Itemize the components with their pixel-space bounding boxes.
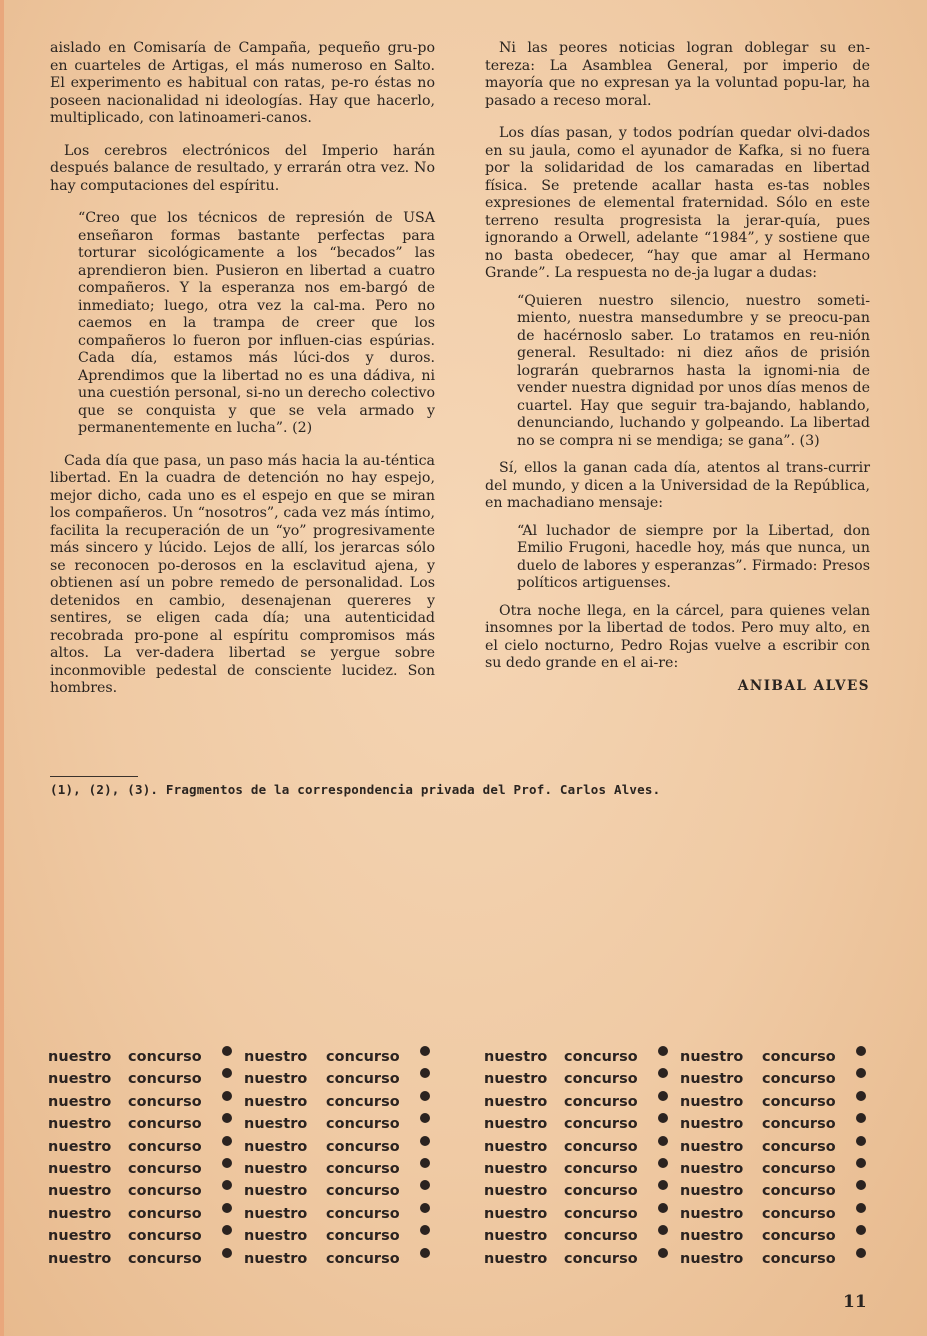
contest-word-concurso: concurso <box>326 1250 400 1267</box>
contest-word-concurso: concurso <box>564 1093 638 1110</box>
bullet-dot-icon <box>856 1203 866 1213</box>
bullet-dot-icon <box>420 1225 430 1235</box>
paragraph-right-2: Los días pasan, y todos podrían quedar olvi-dados en su jaula, como el ayunador de Kafka, si no fuera por la solidaridad de los camaradas en libertad física. Se pretende acallar hasta es-tas nobles expresiones de elemental fraternidad. Sólo en este terreno resulta progresista la jerar-quía, pues ignorando a Orwell, adelante “1984”, y sostiene que no basta obedecer, “hay que amar al Hermano Grande”. La respuesta no de-ja lugar a dudas: <box>485 125 870 281</box>
contest-word-concurso: concurso <box>326 1183 400 1200</box>
bullet-dot-icon <box>658 1180 668 1190</box>
quote-right-1: “Quieren nuestro silencio, nuestro someti-miento, nuestra mansedumbre y se preocu-pan de hacérnoslo saber. Lo tratamos en reu-nión general. Resultado: ni diez años de prisión lograrán quebrarnos hasta la ignomi-nia de vender nuestra dignidad por unos días menos de cuartel. Hay que seguir tra-bajando, hablando, denunciando, luchando y golpeando. La libertad no se compra ni se mendiga; se gana”. (3) <box>517 292 870 449</box>
contest-word-nuestro: nuestro <box>680 1250 744 1267</box>
bullet-dot-icon <box>856 1180 866 1190</box>
bullet-dot-icon <box>658 1046 668 1056</box>
contest-word-nuestro: nuestro <box>484 1071 548 1088</box>
contest-word-concurso: concurso <box>762 1116 836 1133</box>
contest-word-nuestro: nuestro <box>48 1183 112 1200</box>
contest-word-concurso: concurso <box>326 1049 400 1065</box>
contest-ad-row <box>48 1225 448 1247</box>
paragraph-right-4: Otra noche llega, en la cárcel, para quienes velan insomnes por la libertad de todos. Pero muy alto, en el cielo nocturno, Pedro Rojas vuelve a escribir con su dedo grande en el ai-re: <box>485 602 870 671</box>
contest-ad-row <box>48 1203 448 1225</box>
contest-word-nuestro: nuestro <box>680 1228 744 1245</box>
contest-ad-row <box>484 1113 884 1135</box>
article-left-column <box>50 40 435 698</box>
bullet-dot-icon <box>658 1248 668 1258</box>
bullet-dot-icon <box>856 1158 866 1168</box>
bullet-dot-icon <box>420 1136 430 1146</box>
contest-word-nuestro: nuestro <box>680 1116 744 1133</box>
contest-ad-row <box>484 1180 884 1202</box>
contest-ad-row <box>48 1248 448 1270</box>
contest-word-nuestro: nuestro <box>244 1116 308 1133</box>
contest-word-concurso: concurso <box>564 1071 638 1088</box>
bullet-dot-icon <box>222 1248 232 1258</box>
contest-ad-row <box>484 1225 884 1247</box>
paragraph-right-3: Sí, ellos la ganan cada día, atentos al trans-currir del mundo, y dicen a la Universidad de la República, en machadiano mensaje: <box>485 460 870 511</box>
contest-word-nuestro: nuestro <box>48 1250 112 1267</box>
contest-word-nuestro: nuestro <box>680 1093 744 1110</box>
contest-word-concurso: concurso <box>326 1071 400 1088</box>
contest-word-nuestro: nuestro <box>484 1116 548 1133</box>
contest-word-nuestro: nuestro <box>680 1071 744 1088</box>
bullet-dot-icon <box>222 1113 232 1123</box>
page-edge <box>0 0 4 1336</box>
bullet-dot-icon <box>420 1091 430 1101</box>
contest-word-concurso: concurso <box>326 1093 400 1110</box>
contest-ad-row <box>48 1136 448 1158</box>
quote-right-2: “Al luchador de siempre por la Libertad, don Emilio Frugoni, hacedle hoy, más que nunca, un duelo de labores y esperanzas”. Firmado: Presos políticos artiguenses. <box>517 522 870 591</box>
contest-ad-row <box>48 1091 448 1113</box>
bullet-dot-icon <box>658 1113 668 1123</box>
contest-word-concurso: concurso <box>326 1116 400 1133</box>
bullet-dot-icon <box>222 1046 232 1056</box>
contest-word-concurso: concurso <box>564 1116 638 1133</box>
contest-word-nuestro: nuestro <box>680 1138 744 1155</box>
contest-word-nuestro: nuestro <box>48 1228 112 1245</box>
bullet-dot-icon <box>658 1068 668 1078</box>
bullet-dot-icon <box>658 1225 668 1235</box>
bullet-dot-icon <box>658 1136 668 1146</box>
paragraph-left-2: Los cerebros electrónicos del Imperio harán después balance de resultado, y errarán otra vez. No hay computaciones del espíritu. <box>50 142 435 194</box>
contest-word-concurso: concurso <box>128 1183 202 1200</box>
contest-ad-row <box>484 1091 884 1113</box>
bullet-dot-icon <box>222 1136 232 1146</box>
contest-word-concurso: concurso <box>564 1228 638 1245</box>
paragraph-left-1: aislado en Comisaría de Campaña, pequeño gru-po en cuarteles de Artigas, el más numeroso en Salto. El experimento es habitual con ratas, pe-ro éstas no poseen nacionalidad ni ideologías. Hay que hacerlo, multiplicado, con latinoameri-canos. <box>50 40 435 126</box>
bullet-dot-icon <box>420 1113 430 1123</box>
contest-word-concurso: concurso <box>564 1250 638 1267</box>
contest-word-concurso: concurso <box>128 1205 202 1222</box>
contest-word-nuestro: nuestro <box>484 1049 548 1065</box>
bullet-dot-icon <box>658 1158 668 1168</box>
contest-word-nuestro: nuestro <box>48 1093 112 1110</box>
contest-word-nuestro: nuestro <box>680 1160 744 1177</box>
bullet-dot-icon <box>856 1225 866 1235</box>
bullet-dot-icon <box>658 1203 668 1213</box>
contest-word-nuestro: nuestro <box>244 1160 308 1177</box>
bullet-dot-icon <box>420 1068 430 1078</box>
contest-word-concurso: concurso <box>128 1116 202 1133</box>
contest-word-concurso: concurso <box>128 1160 202 1177</box>
contest-ad-row <box>484 1203 884 1225</box>
contest-word-nuestro: nuestro <box>484 1160 548 1177</box>
contest-ad-row <box>484 1068 884 1090</box>
contest-word-nuestro: nuestro <box>244 1093 308 1110</box>
contest-word-concurso: concurso <box>564 1205 638 1222</box>
contest-ad-row <box>48 1113 448 1135</box>
contest-word-nuestro: nuestro <box>484 1183 548 1200</box>
contest-word-nuestro: nuestro <box>48 1138 112 1155</box>
contest-ad-left <box>48 1046 448 1270</box>
bullet-dot-icon <box>420 1203 430 1213</box>
contest-word-nuestro: nuestro <box>244 1183 308 1200</box>
contest-word-concurso: concurso <box>762 1160 836 1177</box>
contest-word-concurso: concurso <box>762 1138 836 1155</box>
bullet-dot-icon <box>222 1091 232 1101</box>
contest-word-nuestro: nuestro <box>48 1071 112 1088</box>
bullet-dot-icon <box>856 1068 866 1078</box>
contest-word-nuestro: nuestro <box>244 1228 308 1245</box>
contest-word-concurso: concurso <box>564 1049 638 1065</box>
bullet-dot-icon <box>222 1068 232 1078</box>
contest-ad-row <box>484 1046 884 1068</box>
author-signature: ANIBAL ALVES <box>737 677 870 694</box>
contest-word-concurso: concurso <box>762 1049 836 1065</box>
contest-ad-row <box>48 1046 448 1068</box>
contest-word-concurso: concurso <box>128 1071 202 1088</box>
contest-word-concurso: concurso <box>326 1160 400 1177</box>
bullet-dot-icon <box>856 1136 866 1146</box>
contest-ad-row <box>48 1158 448 1180</box>
footnote: (1), (2), (3). Fragmentos de la correspondencia privada del Prof. Carlos Alves. <box>50 782 661 797</box>
contest-word-nuestro: nuestro <box>680 1049 744 1065</box>
bullet-dot-icon <box>856 1113 866 1123</box>
contest-ad-row <box>48 1180 448 1202</box>
contest-ad-row <box>48 1068 448 1090</box>
contest-word-concurso: concurso <box>762 1228 836 1245</box>
contest-word-nuestro: nuestro <box>484 1250 548 1267</box>
contest-word-concurso: concurso <box>128 1228 202 1245</box>
paragraph-right-1: Ni las peores noticias logran doblegar su en-tereza: La Asamblea General, por imperio de mayoría que no expresan ya la voluntad popu-lar, ha pasado a receso moral. <box>485 40 870 109</box>
contest-ad-right <box>484 1046 884 1270</box>
contest-word-concurso: concurso <box>762 1183 836 1200</box>
bullet-dot-icon <box>420 1158 430 1168</box>
contest-word-concurso: concurso <box>564 1160 638 1177</box>
contest-ad-row <box>484 1158 884 1180</box>
contest-word-concurso: concurso <box>326 1205 400 1222</box>
bullet-dot-icon <box>222 1180 232 1190</box>
page-number: 11 <box>843 1292 867 1312</box>
contest-word-concurso: concurso <box>128 1138 202 1155</box>
contest-word-nuestro: nuestro <box>680 1183 744 1200</box>
bullet-dot-icon <box>222 1225 232 1235</box>
contest-word-nuestro: nuestro <box>484 1228 548 1245</box>
article-right-column <box>485 40 870 695</box>
contest-word-nuestro: nuestro <box>244 1250 308 1267</box>
bullet-dot-icon <box>658 1091 668 1101</box>
contest-ad-row <box>484 1136 884 1158</box>
contest-word-nuestro: nuestro <box>680 1205 744 1222</box>
contest-ad-row <box>484 1248 884 1270</box>
paragraph-left-3: Cada día que pasa, un paso más hacia la au-téntica libertad. En la cuadra de detención no hay espejo, mejor dicho, cada uno es el espejo en que se miran los compañeros. Un “nosotros”, cada vez más íntimo, facilita la recuperación de un “yo” progresivamente más sincero y lúcido. Lejos de allí, los jerarcas sólo se reconocen po-derosos en la esclavitud ajena, y obtienen así un pobre remedo de personalidad. Los detenidos en cambio, desenajenan quereres y sentires, se eligen cada día; una autenticidad recobrada pro-pone al espíritu compromisos más altos. La ver-dadera libertad se yergue sobre inconmovible pedestal de consciente lucidez. Son hombres. <box>50 452 435 696</box>
contest-word-concurso: concurso <box>128 1093 202 1110</box>
contest-word-concurso: concurso <box>762 1071 836 1088</box>
contest-word-concurso: concurso <box>564 1138 638 1155</box>
bullet-dot-icon <box>222 1158 232 1168</box>
bullet-dot-icon <box>856 1091 866 1101</box>
bullet-dot-icon <box>420 1046 430 1056</box>
contest-word-concurso: concurso <box>128 1049 202 1065</box>
contest-word-concurso: concurso <box>326 1228 400 1245</box>
contest-word-nuestro: nuestro <box>48 1160 112 1177</box>
bullet-dot-icon <box>420 1180 430 1190</box>
contest-word-nuestro: nuestro <box>484 1138 548 1155</box>
contest-word-nuestro: nuestro <box>48 1205 112 1222</box>
contest-word-nuestro: nuestro <box>48 1116 112 1133</box>
quote-left: “Creo que los técnicos de represión de USA enseñaron formas bastante perfectas para torturar sicológicamente a los “becados” las aprendieron bien. Pusieron en libertad a cuatro compañeros. Y la esperanza nos em-bargó de inmediato; luego, otra vez la cal-ma. Pero no caemos en la trampa de creer que los compañeros lo fueron por influen-cias espúrias. Cada día, estamos más lúci-dos y duros. Aprendimos que la libertad no es una dádiva, ni una cuestión personal, si-no un derecho colectivo que se conquista y que se vela armado y permanentemente en lucha”. (2) <box>78 210 435 436</box>
contest-word-nuestro: nuestro <box>244 1205 308 1222</box>
contest-word-concurso: concurso <box>762 1250 836 1267</box>
contest-word-nuestro: nuestro <box>244 1049 308 1065</box>
contest-word-nuestro: nuestro <box>48 1049 112 1065</box>
contest-word-nuestro: nuestro <box>484 1205 548 1222</box>
contest-word-concurso: concurso <box>326 1138 400 1155</box>
bullet-dot-icon <box>856 1248 866 1258</box>
bullet-dot-icon <box>856 1046 866 1056</box>
bullet-dot-icon <box>222 1203 232 1213</box>
contest-word-concurso: concurso <box>762 1205 836 1222</box>
contest-word-concurso: concurso <box>762 1093 836 1110</box>
bullet-dot-icon <box>420 1248 430 1258</box>
contest-word-nuestro: nuestro <box>484 1093 548 1110</box>
contest-word-concurso: concurso <box>564 1183 638 1200</box>
contest-word-concurso: concurso <box>128 1250 202 1267</box>
contest-word-nuestro: nuestro <box>244 1138 308 1155</box>
contest-word-nuestro: nuestro <box>244 1071 308 1088</box>
footnote-rule <box>50 776 138 777</box>
